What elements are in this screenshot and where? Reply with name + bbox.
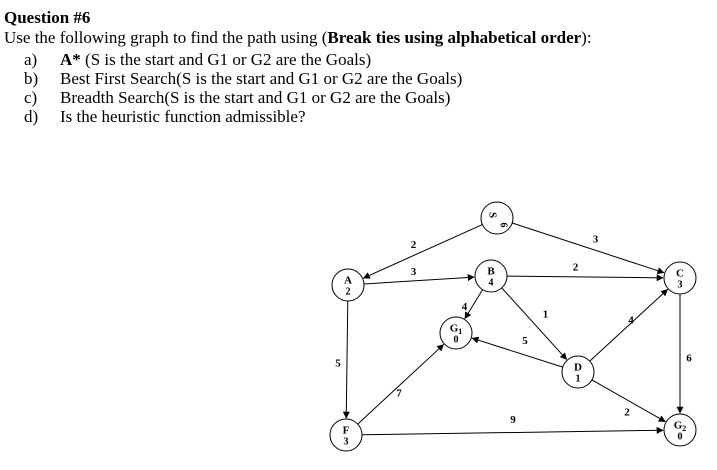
- edge-weight-d-g2: 2: [624, 406, 630, 419]
- part-letter: b): [24, 69, 39, 88]
- node-heuristic: 3: [343, 436, 349, 448]
- node-label-subscript: 2: [682, 423, 687, 433]
- edge-weight-a-b: 3: [410, 266, 417, 279]
- edge-b-c: [507, 276, 663, 278]
- node-label: F: [342, 424, 350, 437]
- node-label: C: [676, 267, 684, 280]
- edge-b-g1: [465, 290, 483, 319]
- node-a: [332, 269, 364, 301]
- node-heuristic: 1: [575, 373, 581, 385]
- intro-text-bold: Break ties using alphabetical order: [327, 28, 582, 47]
- part-text: Is the heuristic function admissible?: [60, 107, 306, 126]
- edge-weight-b-c: 2: [572, 261, 579, 274]
- node-label: D: [574, 361, 582, 374]
- edge-a-b: [364, 277, 474, 284]
- edge-weight-f-g2: 9: [510, 414, 516, 427]
- part-letter: c): [24, 88, 38, 107]
- edge-weight-a-f: 5: [335, 357, 341, 370]
- part-text: (S is the start and G1 or G2 are the Goals): [80, 50, 372, 69]
- node-label: B: [487, 265, 495, 278]
- part-text: Breadth Search(S is the start and G1 or G2 are the Goals): [60, 88, 451, 107]
- edge-d-g1: [472, 338, 563, 367]
- node-label-subscript: 1: [458, 326, 463, 336]
- node-f: [330, 419, 362, 451]
- node-heuristic: 0: [677, 431, 683, 443]
- edge-f-g2: [362, 430, 663, 435]
- part-text: Best First Search(S is the start and G1 or G2 are the Goals): [60, 69, 463, 88]
- part-letter: d): [24, 107, 39, 126]
- part-letter: a): [24, 50, 38, 69]
- node-g2: [664, 414, 696, 446]
- node-heuristic: 4: [488, 277, 494, 289]
- edge-weight-f-g1: 7: [396, 387, 402, 400]
- node-label: A: [344, 274, 352, 287]
- node-heuristic: 3: [677, 279, 683, 291]
- intro-text-start: Use the following graph to find the path using (: [4, 28, 328, 47]
- edge-f-g1: [358, 345, 444, 425]
- node-label: $G_2$: [673, 419, 687, 433]
- edge-s-a: [364, 225, 483, 278]
- edge-weight-s-c: 3: [592, 233, 599, 246]
- question-title: Question #6: [4, 8, 91, 27]
- node-label: S: [486, 211, 499, 219]
- node-b: [475, 260, 507, 292]
- node-label: $G_1$: [449, 322, 463, 336]
- edge-weight-b-d: 1: [542, 308, 549, 321]
- node-heuristic: 2: [345, 286, 351, 298]
- node-d: [562, 356, 594, 388]
- edge-b-d: [502, 288, 567, 360]
- edge-weight-b-g1: 4: [461, 301, 468, 314]
- edge-weight-s-a: 2: [410, 239, 417, 252]
- intro-text-end: ):: [581, 28, 592, 47]
- edge-s-c: [512, 223, 664, 273]
- node-heuristic: 0: [453, 334, 459, 346]
- part-bold-text: A*: [60, 50, 81, 69]
- node-g1: [440, 317, 472, 349]
- node-s: [481, 202, 513, 234]
- node-c: [664, 262, 696, 294]
- edge-weight-d-c: 4: [628, 314, 634, 327]
- edge-weight-c-g2: 6: [686, 352, 692, 365]
- edge-a-f: [346, 301, 348, 418]
- edge-weight-d-g1: 5: [522, 335, 528, 348]
- node-heuristic: 6: [497, 222, 509, 228]
